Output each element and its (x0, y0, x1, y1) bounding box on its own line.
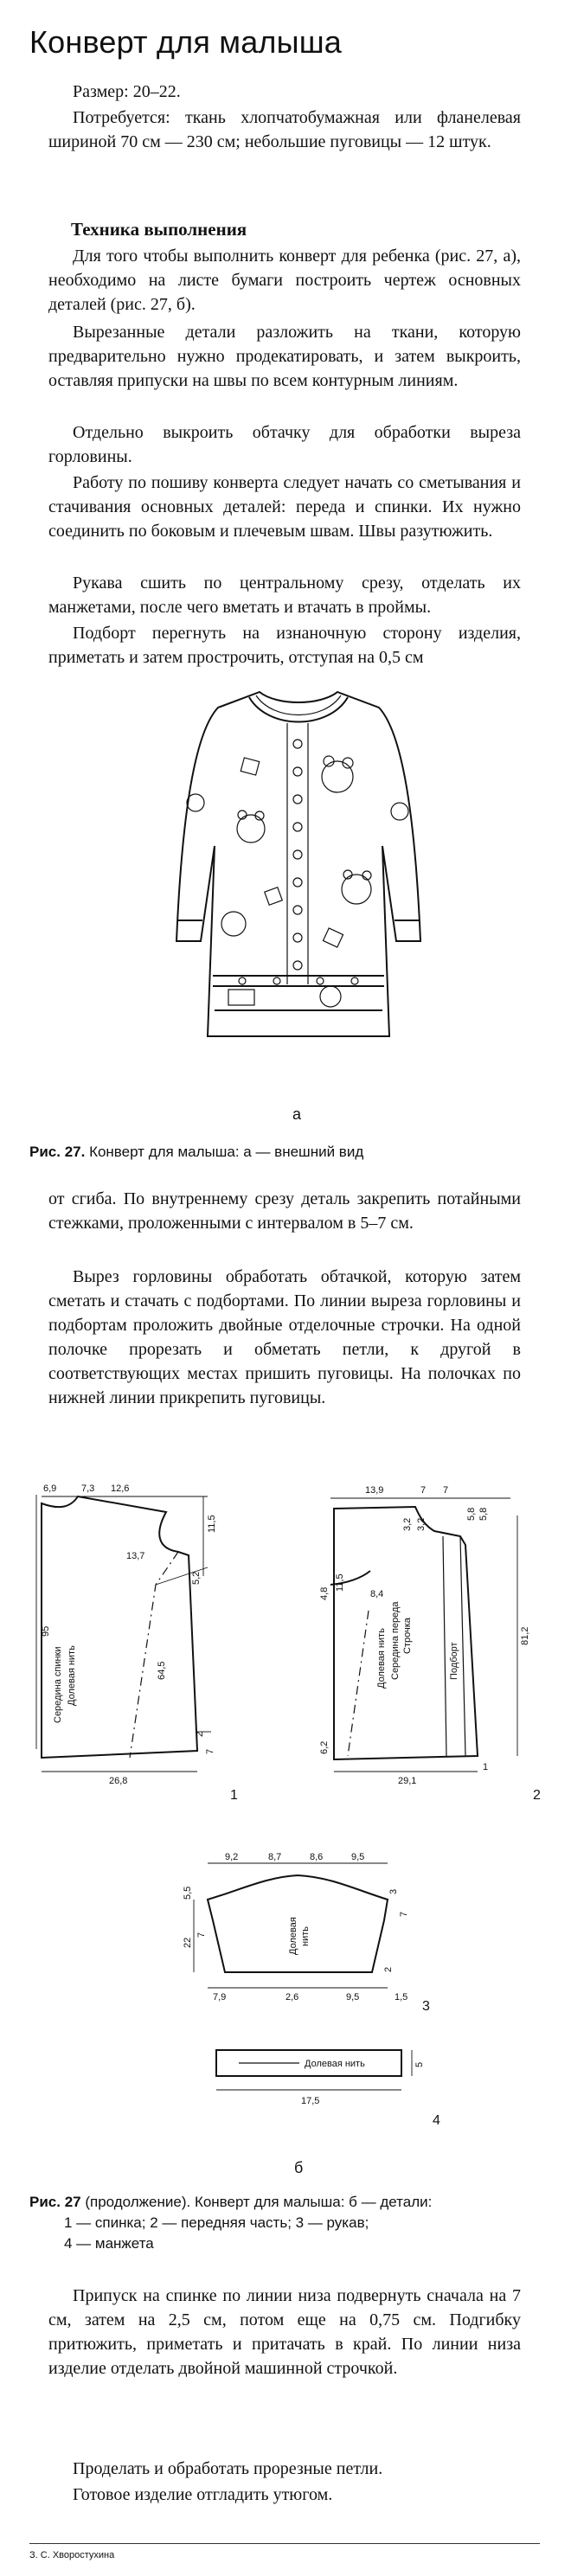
sleeve-dim-7a: 7 (399, 1911, 409, 1917)
figure-a-caption (29, 1142, 540, 1163)
figure-b-caption-text: (продолжение). Конверт для малыша: б — детали: (85, 2194, 433, 2210)
front-dim-8-4: 8,4 (370, 1589, 384, 1599)
sleeve-grain-label-2: нить (300, 1926, 311, 1946)
sleeve-dim-3: 3 (388, 1888, 399, 1894)
size-line: Размер: 20–22. (73, 82, 181, 101)
technique-paragraph-5: Рукава сшить по центральному срезу, отделать их манжетами, после чего вметать и втачать в проймы. (48, 574, 521, 617)
back-dim-64-5: 64,5 (157, 1661, 167, 1680)
cuff-grain-label: Долевая нить (305, 2059, 365, 2069)
front-dim-3-2a: 3,2 (402, 1517, 413, 1531)
back-dim-6-9: 6,9 (43, 1483, 57, 1494)
back-center-label: Середина спинки (53, 1646, 63, 1723)
back-dim-26-8: 26,8 (109, 1776, 128, 1786)
front-dim-81-2: 81,2 (520, 1626, 530, 1645)
back-dim-5-2: 5,2 (191, 1571, 202, 1585)
technique-paragraph-4: Работу по пошиву конверта следует начать со сметывания и стачивания основных деталей: переда и спинки. Их нужно соединить по боковым и плечевым швам. Швы разутюжить. (48, 473, 521, 541)
front-dim-3-2b: 3,2 (416, 1517, 427, 1531)
cuff-dim-5: 5 (414, 2061, 425, 2067)
sleeve-dim-1-5: 1,5 (395, 1992, 408, 2002)
pattern-front-drawing (313, 1481, 555, 1810)
front-dim-7b: 7 (443, 1485, 449, 1496)
figure-b-label: б (294, 2159, 304, 2176)
sleeve-grain-label-1: Долевая (288, 1917, 298, 1955)
back-dim-2: 2 (195, 1731, 205, 1737)
middle-paragraph-1: от сгиба. По внутреннему срезу деталь закрепить потайными стежками, проложенными с интервалом в 5–7 см. (48, 1189, 521, 1233)
back-dim-7-3: 7,3 (81, 1483, 95, 1494)
front-dim-5-8b: 5,8 (478, 1507, 489, 1521)
final-paragraph-2: Проделать и обработать прорезные петли. (73, 2459, 383, 2478)
final-paragraph-3: Готовое изделие отгладить утюгом. (73, 2485, 333, 2504)
technique-paragraph-1: Для того чтобы выполнить конверт для ребенка (рис. 27, а), необходимо на листе бумаги построить чертеж основных деталей (рис. 27, б). (48, 247, 521, 314)
sleeve-dim-9-5: 9,5 (351, 1852, 365, 1862)
front-grain-label: Долевая нить (376, 1628, 387, 1688)
sleeve-dim-2-6: 2,6 (286, 1992, 299, 2002)
sleeve-dim-8-7: 8,7 (268, 1852, 282, 1862)
materials-paragraph: Потребуется: ткань хлопчатобумажная или фланелевая шириной 70 см — 230 см; небольшие пуговицы — 12 штук. (48, 108, 521, 151)
pattern-cuff-drawing (204, 2038, 455, 2133)
back-dim-7: 7 (205, 1748, 215, 1754)
back-dim-11-5: 11,5 (207, 1515, 217, 1533)
part-1-number: 1 (230, 1788, 238, 1803)
technique-paragraph-2: Вырезанные детали разложить на ткани, которую предварительно нужно продекатировать, и затем выкроить, оставляя припуски на швы по всем контурным линиям. (48, 323, 521, 390)
sleeve-dim-22: 22 (183, 1937, 193, 1948)
pattern-sleeve-drawing (182, 1851, 459, 2024)
sleeve-dim-9-5b: 9,5 (346, 1992, 360, 2002)
sleeve-dim-5-5: 5,5 (183, 1886, 193, 1900)
cuff-dim-17-5: 17,5 (301, 2096, 320, 2106)
page-title: Конверт для малыша (29, 24, 342, 60)
front-dim-5-8a: 5,8 (466, 1507, 477, 1521)
sleeve-dim-9-2: 9,2 (225, 1852, 239, 1862)
front-dim-29-1: 29,1 (398, 1776, 417, 1786)
figure-b-caption-number: Рис. 27 (29, 2194, 81, 2210)
front-center-label: Середина переда (390, 1601, 401, 1680)
figure-b-caption (29, 2192, 540, 2254)
figure-a-caption-text: Конверт для малыша: а — внешний вид (89, 1144, 364, 1160)
front-dim-13-9: 13,9 (365, 1485, 384, 1496)
back-dim-12-6: 12,6 (111, 1483, 130, 1494)
front-facing-label: Подборт (449, 1642, 459, 1680)
figure-a-caption-number: Рис. 27. (29, 1144, 86, 1160)
footer-rule (29, 2543, 540, 2544)
garment-illustration (156, 682, 441, 1080)
back-dim-95: 95 (41, 1625, 51, 1637)
front-stitch-label: Строчка (402, 1618, 413, 1654)
part-3-number: 3 (422, 1999, 430, 2014)
part-2-number: 2 (533, 1788, 541, 1803)
technique-heading: Техника выполнения (71, 219, 247, 240)
author-credit: З. С. Хворостухина (29, 2550, 115, 2560)
technique-paragraph-6: Подборт перегнуть на изнаночную сторону изделия, приметать и затем прострочить, отступая на 0,5 см (48, 624, 521, 667)
back-grain-label: Долевая нить (67, 1645, 77, 1706)
sleeve-dim-2: 2 (383, 1966, 394, 1972)
sleeve-dim-7-9: 7,9 (213, 1992, 227, 2002)
technique-paragraph-3: Отдельно выкроить обтачку для обработки выреза горловины. (48, 423, 521, 466)
button-row (239, 740, 358, 984)
figure-b-caption-line-2: 1 — спинка; 2 — передняя часть; 3 — рукав; (64, 2214, 369, 2231)
back-dim-13-7: 13,7 (126, 1551, 145, 1561)
front-dim-1: 1 (483, 1762, 489, 1772)
part-4-number: 4 (433, 2113, 440, 2128)
front-dim-11-5: 11,5 (335, 1573, 345, 1592)
pattern-back-drawing (26, 1481, 260, 1810)
final-paragraph-1: Припуск на спинке по линии низа подвернуть сначала на 7 см, затем на 2,5 см, потом еще на 0,75 см. Подгибку притюжить, приметать и притачать в край. По линии низа изделие отделать двойной машинной строчкой. (48, 2286, 521, 2378)
sleeve-dim-8-6: 8,6 (310, 1852, 324, 1862)
figure-b-caption-line-3: 4 — манжета (64, 2235, 154, 2252)
middle-paragraph-2: Вырез горловины обработать обтачкой, которую затем сметать и стачать с подбортами. По линии выреза горловины и подбортам проложить двойные отделочные строчки. На одной полочке прорезать и обметать петли, к другой в соответствующих местах пришить пуговицы. На полочках по нижней линии прикрепить пуговицы. (48, 1267, 521, 1407)
sleeve-dim-7b: 7 (196, 1932, 207, 1938)
front-dim-6-2: 6,2 (319, 1740, 330, 1754)
front-dim-7a: 7 (420, 1485, 427, 1496)
figure-a-label: а (292, 1105, 302, 1123)
front-dim-4-8: 4,8 (319, 1586, 330, 1600)
